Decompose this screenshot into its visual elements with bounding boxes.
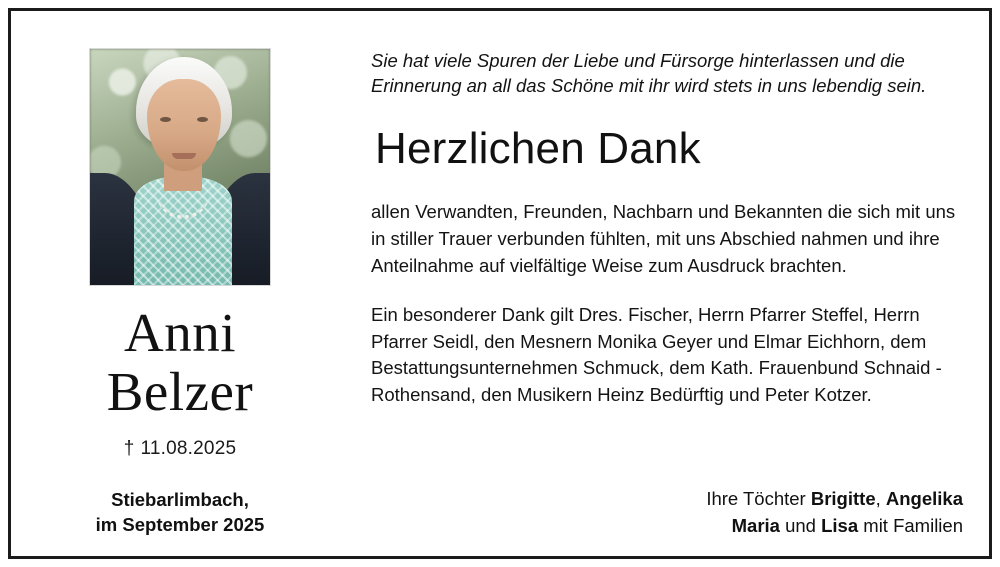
mouth — [172, 153, 196, 159]
signoff-name-2: Angelika — [885, 488, 963, 510]
card-border — [8, 8, 992, 559]
place-line: Stiebarlimbach, — [111, 488, 249, 510]
deceased-first-name: Anni — [123, 302, 236, 363]
signoff-conjunction: und — [779, 515, 822, 537]
signoff-suffix: mit Familien — [858, 515, 963, 537]
date-line: im September 2025 — [95, 513, 265, 535]
right-column — [323, 29, 963, 542]
portrait-photo — [90, 49, 270, 285]
signoff-name-3: Maria — [731, 515, 780, 537]
signature-block — [371, 486, 963, 542]
place-and-date — [96, 488, 265, 538]
deceased-last-name: Belzer — [106, 361, 254, 423]
left-column — [37, 29, 323, 542]
signoff-name-4: Lisa — [821, 515, 859, 537]
death-date-line — [124, 438, 236, 460]
thanks-paragraph-1: allen Verwandten, Freunden, Nachbarn und Bekannten die sich mit uns in stiller Trauer verbunden fühlten, mit uns Abschied nahmen und ihre Anteilnahme auf vielfältige Weise zum Ausdruck brachten. — [371, 201, 956, 276]
card-content — [11, 11, 989, 556]
thanks-paragraph-2: Ein besonderer Dank gilt Dres. Fischer, Herrn Pfarrer Steffel, Herrn Pfarrer Seidl, den Mesnern Monika Geyer und Elmar Eichhorn, dem Bestattungsunternehmen Schmuck, dem Kath. Frauenbund Schnaid - Rothensand, den Musikern Heinz Bedürftig und Peter Kotzer. — [371, 303, 942, 406]
signoff-separator-1: , — [875, 488, 886, 510]
page-title: Herzlichen Dank — [375, 123, 701, 173]
signoff-prefix: Ihre Töchter — [706, 488, 811, 510]
intro-text: Sie hat viele Spuren der Liebe und Fürsorge hinterlassen und die Erinnerung an all das Schöne mit ihr wird stets in uns lebendig sein. — [371, 50, 927, 96]
death-date: 11.08.2025 — [140, 437, 237, 459]
cross-icon: † — [123, 437, 135, 459]
signoff-name-1: Brigitte — [810, 488, 876, 510]
deceased-name — [107, 303, 254, 422]
